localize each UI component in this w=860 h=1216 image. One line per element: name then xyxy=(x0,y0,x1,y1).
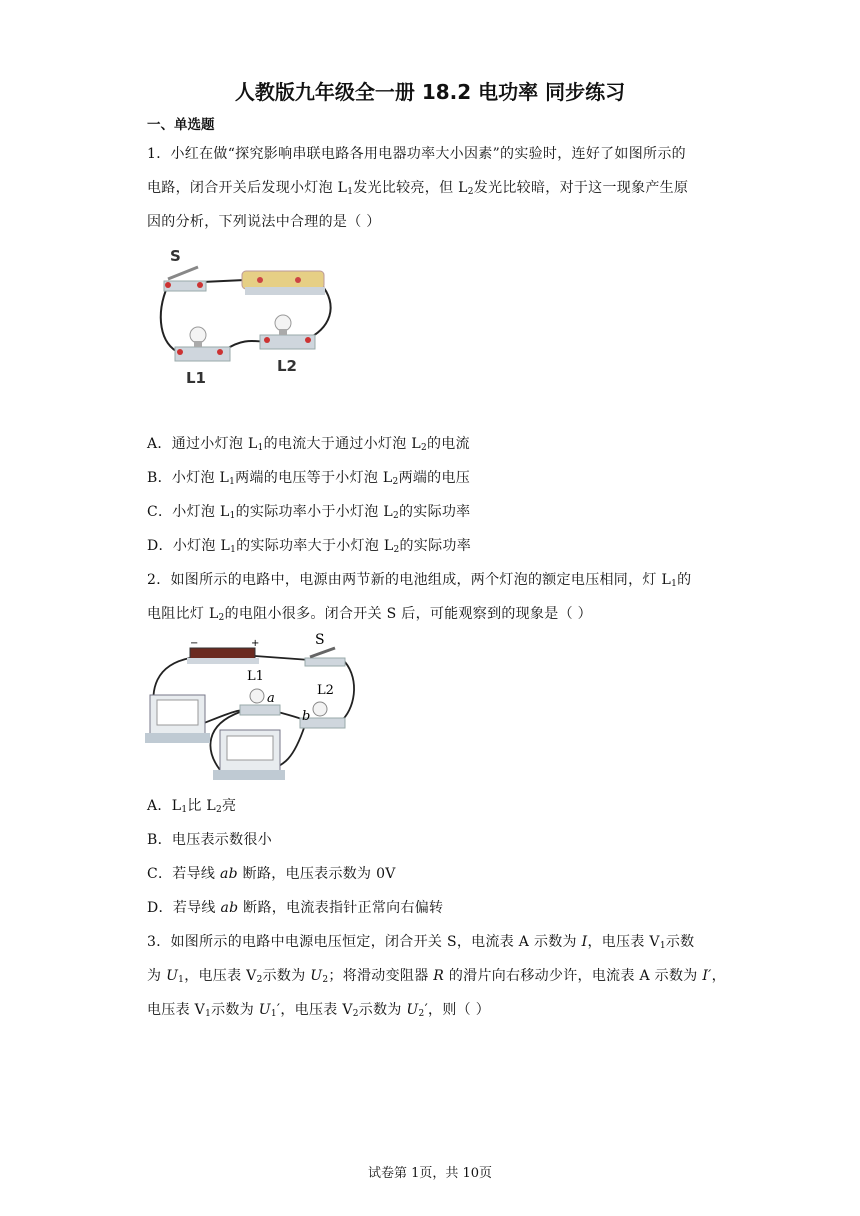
q2-fig-label-a: a xyxy=(267,691,275,706)
q2-fig-label-s: S xyxy=(315,632,325,648)
q1-stem-line2: 电路，闭合开关后发现小灯泡 $L_1$发光比较亮，但 $L_2$发光比较暗，对于这一现象产生原 xyxy=(147,180,689,197)
q2-stem-line1: 2．如图所示的电路中，电源由两节新的电池组成，两个灯泡的额定电压相同，灯 $L_1$的 xyxy=(147,572,692,589)
q1-option-a: A．通过小灯泡 $L_1$的电流大于通过小灯泡 $L_2$的电流 xyxy=(147,436,470,453)
q1-option-c: C．小灯泡 $L_1$的实际功率小于小灯泡 $L_2$的实际功率 xyxy=(147,504,471,521)
page-footer: 试卷第 1页，共 10页 xyxy=(367,1166,493,1181)
page-title: 人教版九年级全一册 18.2 电功率 同步练习 xyxy=(234,80,626,104)
q2-option-b: B．电压表示数很小 xyxy=(147,832,272,848)
section-heading: 一、单选题 xyxy=(147,117,215,133)
q2-stem-line2: 电阻比灯 $L_2$的电阻小很多。闭合开关 S 后，可能观察到的现象是（ ） xyxy=(147,606,592,623)
q2-fig-label-l2: L2 xyxy=(317,683,334,698)
q1-option-d: D．小灯泡 $L_1$的实际功率大于小灯泡 $L_2$的实际功率 xyxy=(147,538,471,555)
q1-stem-line1: 1．小红在做“探究影响串联电路各用电器功率大小因素”的实验时，连好了如图所示的 xyxy=(147,146,686,162)
q2-circuit-figure xyxy=(145,630,365,785)
q1-fig-label-l2: L2 xyxy=(277,357,297,375)
q1-option-b: B．小灯泡 $L_1$两端的电压等于小灯泡 $L_2$两端的电压 xyxy=(147,470,471,487)
q1-fig-label-s: S xyxy=(170,247,181,265)
q2-fig-label-l1: L1 xyxy=(247,669,264,684)
q2-fig-label-b: b xyxy=(302,709,311,724)
q3-stem-line2: 为 $U_1$，电压表 $V_2$示数为 $U_2$；将滑动变阻器 R 的滑片向右移动少许，电流表 A 示数为 I′， xyxy=(147,968,726,985)
q1-fig-label-l1: L1 xyxy=(186,369,206,387)
q2-fig-minus: − xyxy=(190,638,199,649)
q2-option-a: A．$L_1$比 $L_2$亮 xyxy=(147,798,237,815)
q3-stem-line1: 3．如图所示的电路中电源电压恒定，闭合开关 S，电流表 A 示数为 I，电压表 $V_1$示数 xyxy=(147,934,695,951)
q2-option-c: C．若导线 ab 断路，电压表示数为 0V xyxy=(147,866,396,882)
q2-fig-plus: + xyxy=(251,638,260,649)
q1-circuit-figure xyxy=(150,245,340,390)
q1-stem-line3: 因的分析，下列说法中合理的是（ ） xyxy=(147,214,381,230)
q3-stem-line3: 电压表 $V_1$示数为 $U_1'$，电压表 $V_2$示数为 $U_2'$，则（ ） xyxy=(147,1002,490,1019)
q2-option-d: D．若导线 ab 断路，电流表指针正常向右偏转 xyxy=(147,900,444,916)
